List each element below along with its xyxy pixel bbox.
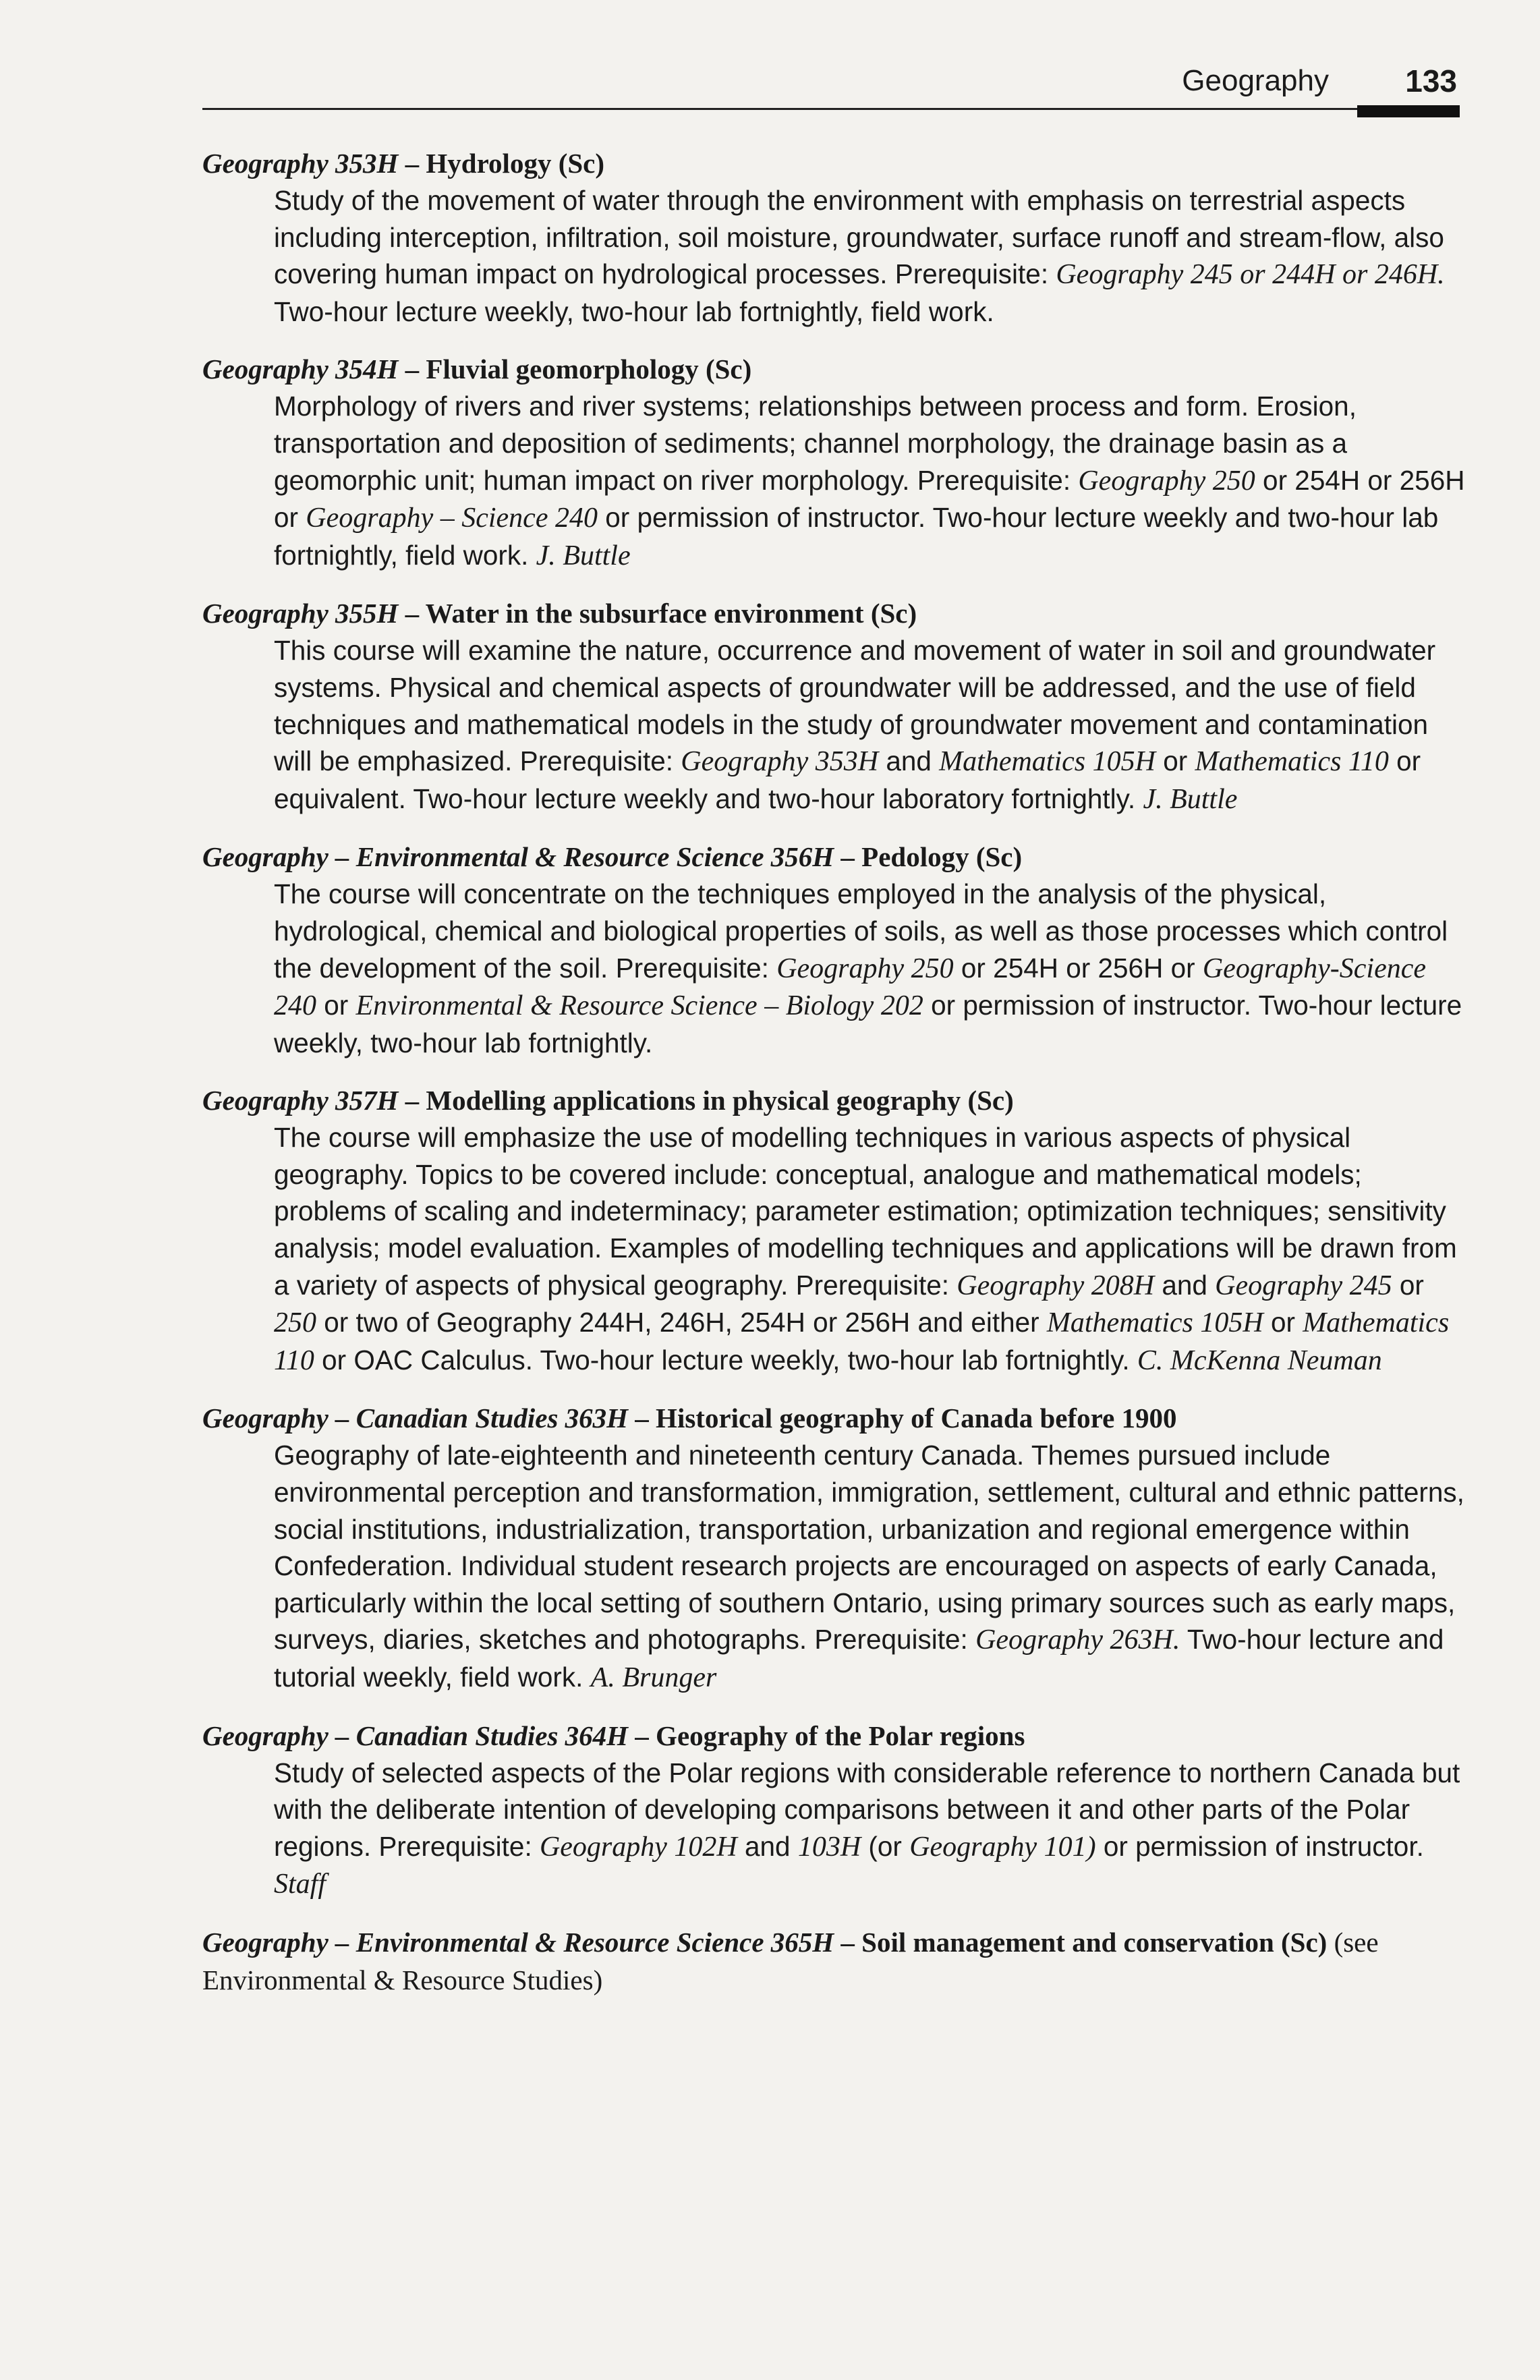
course-title: Pedology (Sc) bbox=[861, 841, 1023, 873]
description-italic: J. Buttle bbox=[1143, 783, 1238, 815]
description-italic: Geography 102H bbox=[539, 1831, 737, 1863]
course-description bbox=[274, 1437, 1471, 1696]
description-italic: 250 bbox=[274, 1307, 316, 1339]
course-heading bbox=[202, 350, 1471, 388]
description-italic: Geography 250 bbox=[1078, 465, 1255, 497]
description-italic: Mathematics 105H bbox=[939, 746, 1156, 778]
page-header bbox=[202, 59, 1471, 107]
description-italic: C. McKenna Neuman bbox=[1137, 1344, 1382, 1376]
description-text: or OAC Calculus. Two-hour lecture weekly, two-hour lab fortnightly. bbox=[314, 1344, 1137, 1376]
description-text: The course will emphasize the use of modelling techniques in various aspects of physical geography. Topics to be covered include: conceptual, analogue and mathematical models; problems of scaling and indeterminacy; parameter estimation; optimization techniques; sensitivity analysis; model evaluation. Examples of modelling techniques and applications will be drawn from a variety of aspects of physical geography. Prerequisite: bbox=[274, 1122, 1457, 1301]
course-entry bbox=[202, 350, 1471, 574]
heading-separator: – bbox=[834, 1926, 862, 1958]
description-italic: Geography 263H. bbox=[975, 1624, 1180, 1656]
course-code: Geography – Environmental & Resource Science 365H bbox=[202, 1926, 834, 1958]
description-text: and bbox=[737, 1830, 798, 1862]
description-italic: Mathematics 110 bbox=[1195, 746, 1389, 778]
course-heading bbox=[202, 838, 1471, 876]
course-entry bbox=[202, 838, 1471, 1061]
course-heading-last bbox=[202, 1923, 1471, 1999]
course-heading bbox=[202, 1081, 1471, 1119]
heading-separator: – bbox=[398, 353, 426, 385]
description-italic: Geography 208H bbox=[957, 1270, 1155, 1301]
description-italic: Mathematics 105H bbox=[1046, 1307, 1263, 1339]
course-entry bbox=[202, 144, 1471, 330]
description-italic: Geography-Science 240 bbox=[274, 953, 1427, 1022]
course-entry bbox=[202, 594, 1471, 818]
heading-separator: – bbox=[398, 1085, 426, 1116]
course-code: Geography – Canadian Studies 363H bbox=[202, 1402, 629, 1434]
description-text: The course will concentrate on the techniques employed in the analysis of the physical, hydrological, chemical and biological properties of soils, as well as those processes which control the development of the soil. Prerequisite: bbox=[274, 878, 1448, 984]
description-text: or bbox=[1392, 1269, 1424, 1301]
description-italic: A. Brunger bbox=[590, 1662, 717, 1693]
course-title: Modelling applications in physical geography (Sc) bbox=[426, 1085, 1014, 1116]
course-code: Geography 355H bbox=[202, 598, 399, 629]
course-heading bbox=[202, 594, 1471, 632]
description-italic: 103H bbox=[797, 1831, 861, 1863]
course-title: Historical geography of Canada before 1900 bbox=[656, 1402, 1177, 1434]
page-number: 133 bbox=[1405, 63, 1457, 98]
course-code: Geography 357H bbox=[202, 1085, 399, 1116]
course-code: Geography 353H bbox=[202, 148, 399, 179]
description-text: Study of the movement of water through the environment with emphasis on terrestrial aspects including interception, infiltration, soil moisture, groundwater, surface runoff and stream-flow, also covering human impact on hydrological processes. Prerequisite: bbox=[274, 185, 1444, 290]
description-text: Study of selected aspects of the Polar regions with considerable reference to northern Canada but with the deliberate intention of developing comparisons between it and other parts of the Polar regions. Prerequisite: bbox=[274, 1757, 1460, 1862]
description-text: Two-hour lecture weekly, two-hour lab fortnightly, field work. bbox=[274, 295, 994, 327]
course-description bbox=[274, 1119, 1471, 1379]
course-description bbox=[274, 1755, 1471, 1903]
heading-separator: – bbox=[398, 148, 426, 179]
description-italic: J. Buttle bbox=[536, 540, 631, 571]
description-text: or permission of instructor. Two-hour lecture weekly and two-hour lab fortnightly, field work. bbox=[274, 502, 1439, 571]
description-text: or bbox=[1263, 1307, 1303, 1338]
description-italic: Geography – Science 240 bbox=[306, 503, 598, 534]
description-text: or bbox=[1155, 745, 1195, 777]
description-text: Geography of late-eighteenth and nineteenth century Canada. Themes pursued include environmental perception and transformation, immigration, settlement, cultural and ethnic patterns, social institutions, industrialization, transportation, urbanization and regional emergence within Confederation. Individual student research projects are encouraged on aspects of early Canada, particularly within the local setting of southern Ontario, using primary sources such as early maps, surveys, diaries, sketches and photographs. Prerequisite: bbox=[274, 1440, 1464, 1655]
course-code: Geography – Environmental & Resource Science 356H bbox=[202, 841, 834, 873]
course-entry bbox=[202, 1717, 1471, 1903]
description-text: or 254H or 256H or bbox=[953, 952, 1203, 984]
course-code: Geography 354H bbox=[202, 353, 399, 385]
description-italic: Geography 353H bbox=[681, 746, 879, 778]
description-italic: Geography 245 or 244H or 246H. bbox=[1056, 259, 1445, 291]
course-description bbox=[274, 182, 1471, 330]
description-italic: Environmental & Resource Science – Biology 202 bbox=[355, 990, 923, 1022]
description-text: or equivalent. Two-hour lecture weekly and two-hour laboratory fortnightly. bbox=[274, 745, 1421, 814]
description-italic: Geography 101) bbox=[909, 1831, 1096, 1863]
description-text: or permission of instructor. bbox=[1095, 1830, 1424, 1862]
heading-separator: – bbox=[628, 1402, 656, 1434]
description-text: (or bbox=[861, 1830, 910, 1862]
course-entry bbox=[202, 1399, 1471, 1696]
course-description bbox=[274, 388, 1471, 574]
description-text: or 254H or 256H or bbox=[274, 464, 1465, 534]
description-text: or two of Geography 244H, 246H, 254H or 256H and either bbox=[316, 1307, 1047, 1338]
course-title: Geography of the Polar regions bbox=[656, 1720, 1025, 1751]
description-text: Morphology of rivers and river systems; relationships between process and form. Erosion, transportation and deposition of sediments; channel morphology, the drainage basin as a geomorphic unit; human impact on river morphology. Prerequisite: bbox=[274, 391, 1357, 496]
course-description bbox=[274, 876, 1471, 1061]
course-note: (see Environmental & Resource Studies) bbox=[202, 1926, 1379, 1995]
heading-separator: – bbox=[628, 1720, 656, 1751]
description-text: or bbox=[316, 990, 356, 1021]
course-list bbox=[202, 144, 1471, 1999]
description-text: This course will examine the nature, occurrence and movement of water in soil and groundwater systems. Physical and chemical aspects of groundwater will be addressed, and the use of field techniques and mathematical models in the study of groundwater movement and contamination will be emphasized. Prerequisite: bbox=[274, 635, 1436, 777]
description-italic: Staff bbox=[274, 1869, 326, 1900]
course-heading bbox=[202, 1399, 1471, 1437]
description-italic: Geography 250 bbox=[776, 953, 954, 984]
course-heading bbox=[202, 144, 1471, 182]
header-rule-mark bbox=[1357, 105, 1460, 117]
description-text: Two-hour lecture and tutorial weekly, field work. bbox=[274, 1624, 1444, 1693]
course-description bbox=[274, 632, 1471, 818]
running-head: Geography bbox=[1182, 64, 1329, 97]
description-text: and bbox=[1154, 1269, 1216, 1301]
course-entry bbox=[202, 1081, 1471, 1379]
course-title: Fluvial geomorphology (Sc) bbox=[426, 353, 752, 385]
course-title: Water in the subsurface environment (Sc) bbox=[425, 598, 917, 629]
description-text: and bbox=[878, 745, 940, 777]
header-rule bbox=[202, 108, 1376, 110]
description-italic: Mathematics 110 bbox=[274, 1307, 1450, 1376]
heading-separator: – bbox=[398, 598, 426, 629]
course-code: Geography – Canadian Studies 364H bbox=[202, 1720, 629, 1751]
description-text: or permission of instructor. Two-hour lecture weekly, two-hour lab fortnightly. bbox=[274, 990, 1462, 1058]
course-title: Hydrology (Sc) bbox=[426, 148, 605, 179]
heading-separator: – bbox=[834, 841, 862, 873]
course-title: Soil management and conservation (Sc) bbox=[861, 1926, 1328, 1958]
description-italic: Geography 245 bbox=[1215, 1270, 1392, 1301]
course-heading bbox=[202, 1717, 1471, 1755]
